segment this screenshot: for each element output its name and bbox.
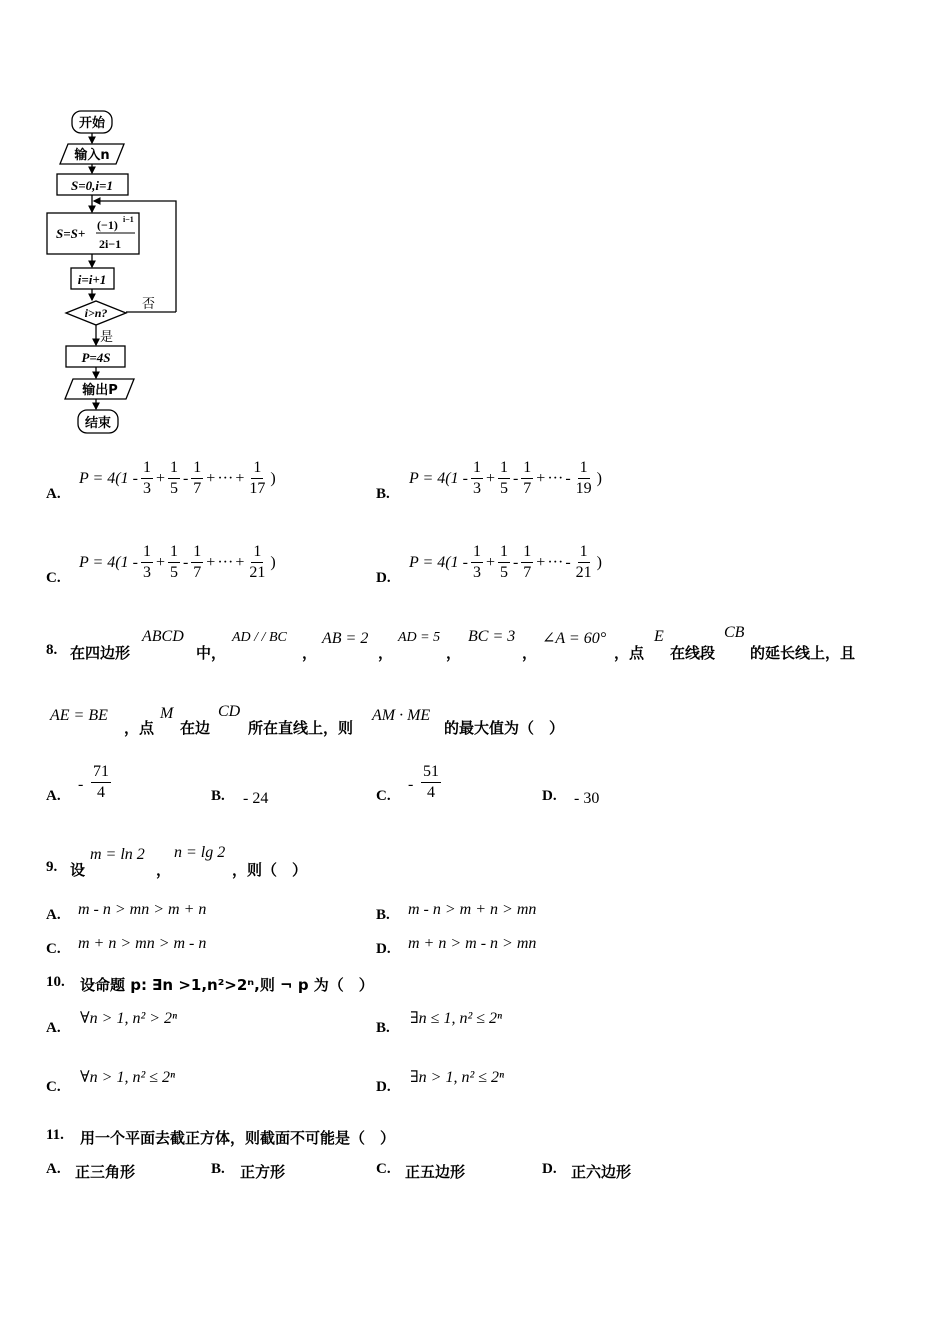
fraction-numerator: 1 xyxy=(251,458,263,479)
option-label: D. xyxy=(376,941,391,957)
q11-text: 用一个平面去截正方体，则截面不可能是（ ） xyxy=(80,1129,396,1147)
option-label: A. xyxy=(46,907,61,923)
operator: - xyxy=(565,553,571,571)
q8-math: BC = 3 xyxy=(468,628,516,645)
fraction-numerator: 1 xyxy=(471,458,483,479)
flow-update-num: (−1) xyxy=(97,218,118,232)
fraction xyxy=(167,458,181,499)
operator: - xyxy=(182,553,189,571)
option-label: C. xyxy=(376,1161,391,1177)
option-value: - 24 xyxy=(243,790,269,807)
flow-update-lhs: S=S+ xyxy=(56,226,86,241)
operator: - xyxy=(565,469,571,487)
q8-stem-line1 xyxy=(46,626,926,674)
q8-text: 的最大值为（ ） xyxy=(444,719,565,737)
option-label: A. xyxy=(46,788,61,804)
q8-math: CD xyxy=(218,703,241,720)
option-label: B. xyxy=(376,486,390,502)
option-formula xyxy=(408,458,603,499)
fraction-denominator: 7 xyxy=(523,480,532,497)
option-label: D. xyxy=(376,1079,391,1095)
option-numerator: 51 xyxy=(421,762,441,783)
q9-text: 设 xyxy=(70,861,86,879)
fraction xyxy=(573,458,595,499)
q7-option[interactable] xyxy=(376,458,676,508)
option-label: C. xyxy=(46,570,61,586)
q8-text: 的延长线上，且 xyxy=(750,644,856,662)
q8-stem-line2 xyxy=(46,703,926,743)
flow-input-text: 输入n xyxy=(74,148,110,163)
option-expression: m + n > m - n > mn xyxy=(408,935,537,952)
q9-math: n = lg 2 xyxy=(174,844,226,861)
ellipsis: ··· xyxy=(217,469,234,487)
operator: + xyxy=(485,469,495,487)
operator: - xyxy=(512,469,519,487)
q8-math: AE = BE xyxy=(50,707,108,724)
option-label: B. xyxy=(211,788,225,804)
flow-start-text: 开始 xyxy=(78,116,106,131)
option-formula xyxy=(78,542,277,583)
fraction-denominator: 5 xyxy=(169,480,178,497)
q8-text: 所在直线上，则 xyxy=(248,719,354,737)
operator: + xyxy=(485,553,495,571)
formula-prefix: P = 4(1 - xyxy=(79,553,138,571)
option-text: 正三角形 xyxy=(75,1163,136,1181)
option-expression: ∀n > 1, n² > 2ⁿ xyxy=(80,1010,178,1027)
formula-prefix: P = 4(1 - xyxy=(79,469,138,487)
fraction xyxy=(573,542,595,583)
operator: + xyxy=(155,553,165,571)
q9-sep: ， xyxy=(156,861,172,879)
q8-option[interactable] xyxy=(542,762,682,810)
fraction-denominator: 7 xyxy=(193,480,202,497)
fraction-numerator: 1 xyxy=(251,542,263,563)
operator: + xyxy=(206,553,216,571)
option-label: A. xyxy=(46,1020,61,1036)
fraction-numerator: 1 xyxy=(498,458,510,479)
q8-math: E xyxy=(654,628,664,645)
option-numerator: 71 xyxy=(91,762,111,783)
fraction xyxy=(190,458,204,499)
flow-update-exp: i−1 xyxy=(123,215,134,224)
operator: + xyxy=(235,469,245,487)
fraction-denominator: 21 xyxy=(575,564,592,581)
fraction xyxy=(470,542,484,583)
q8-math: AB = 2 xyxy=(322,630,369,647)
q8-text: 在四边形 xyxy=(70,644,131,662)
option-formula xyxy=(78,458,277,499)
q8-sep: ， xyxy=(446,644,462,662)
operator: - xyxy=(182,469,189,487)
fraction-numerator: 1 xyxy=(191,542,203,563)
option-label: C. xyxy=(46,941,61,957)
flow-end-text: 结束 xyxy=(84,416,112,431)
q11-stem xyxy=(46,1125,646,1147)
fraction-numerator: 1 xyxy=(521,542,533,563)
fraction-denominator: 7 xyxy=(193,564,202,581)
q8-text: 在线段 xyxy=(670,644,716,662)
q8-sep: ， xyxy=(522,644,538,662)
option-denominator: 4 xyxy=(97,784,105,801)
q9-stem xyxy=(46,844,646,884)
q9-option[interactable] xyxy=(376,901,676,925)
ellipsis: ··· xyxy=(547,469,564,487)
fraction xyxy=(497,458,511,499)
q8-math: ∠A = 60° xyxy=(542,630,607,647)
q8-text: ，点 xyxy=(124,719,155,737)
fraction-denominator: 3 xyxy=(142,564,151,581)
question-number: 10. xyxy=(46,974,65,990)
operator: + xyxy=(235,553,245,571)
q8-math: AD = 5 xyxy=(398,630,441,645)
fraction-denominator: 17 xyxy=(249,480,266,497)
fraction xyxy=(246,542,268,583)
fraction-numerator: 1 xyxy=(168,542,180,563)
q8-math: AD / / BC xyxy=(232,630,287,645)
fraction-numerator: 1 xyxy=(141,458,153,479)
fraction-denominator: 3 xyxy=(142,480,151,497)
option-label: D. xyxy=(542,788,557,804)
fraction-numerator: 1 xyxy=(578,458,590,479)
option-expression: ∀n > 1, n² ≤ 2ⁿ xyxy=(80,1069,176,1086)
q10-option[interactable] xyxy=(376,1067,676,1097)
option-label: B. xyxy=(376,1020,390,1036)
fraction xyxy=(520,458,534,499)
ellipsis: ··· xyxy=(547,553,564,571)
q10-text: 设命题 p: ∃n >1,n²>2ⁿ,则 ¬ p 为（ ） xyxy=(80,976,374,994)
option-expression: ∃n ≤ 1, n² ≤ 2ⁿ xyxy=(410,1010,503,1027)
question-number: 11. xyxy=(46,1127,64,1143)
flow-condition-text: i>n? xyxy=(84,306,108,320)
fraction-denominator: 5 xyxy=(499,564,508,581)
fraction xyxy=(470,458,484,499)
operator: + xyxy=(536,553,546,571)
option-text: 正五边形 xyxy=(405,1163,466,1181)
option-expression: m - n > mn > m + n xyxy=(78,901,207,918)
fraction-denominator: 21 xyxy=(249,564,266,581)
paren: ) xyxy=(270,469,276,487)
option-text: 正方形 xyxy=(240,1163,286,1181)
q9-option[interactable] xyxy=(46,935,346,959)
option-text: 正六边形 xyxy=(571,1163,632,1181)
fraction-denominator: 3 xyxy=(472,564,481,581)
option-denominator: 4 xyxy=(427,784,435,801)
option-label: D. xyxy=(376,570,391,586)
fraction xyxy=(140,458,154,499)
operator: - xyxy=(512,553,519,571)
option-formula xyxy=(408,542,603,583)
fraction-numerator: 1 xyxy=(191,458,203,479)
q10-option[interactable] xyxy=(46,1008,346,1038)
q8-text: 中， xyxy=(196,644,227,662)
q11-option[interactable] xyxy=(211,1159,361,1181)
option-value: - 30 xyxy=(574,790,600,807)
fraction-denominator: 19 xyxy=(575,480,592,497)
fraction xyxy=(190,542,204,583)
option-label: A. xyxy=(46,486,61,502)
option-expression: m + n > mn > m - n xyxy=(78,935,207,952)
fraction-denominator: 5 xyxy=(499,480,508,497)
q8-math: AM · ME xyxy=(372,707,431,724)
q9-option[interactable] xyxy=(46,901,346,925)
fraction-numerator: 1 xyxy=(521,458,533,479)
flow-output-text: 输出P xyxy=(82,383,118,398)
option-label: C. xyxy=(376,788,391,804)
q11-option[interactable] xyxy=(46,1159,196,1181)
formula-prefix: P = 4(1 - xyxy=(409,469,468,487)
option-label: D. xyxy=(542,1161,557,1177)
flow-increment-text: i=i+1 xyxy=(77,272,107,287)
q7-option[interactable] xyxy=(46,458,346,508)
option-expression: ∃n > 1, n² ≤ 2ⁿ xyxy=(410,1069,505,1086)
q8-option[interactable] xyxy=(46,762,186,810)
fraction xyxy=(497,542,511,583)
q8-math: M xyxy=(160,705,174,722)
operator: + xyxy=(155,469,165,487)
operator: + xyxy=(536,469,546,487)
fraction-numerator: 1 xyxy=(168,458,180,479)
fraction xyxy=(167,542,181,583)
flow-no-label: 否 xyxy=(142,297,156,312)
q8-option[interactable] xyxy=(376,762,516,810)
q8-math: ABCD xyxy=(142,628,184,645)
flow-update-den: 2i−1 xyxy=(99,237,122,251)
operator: + xyxy=(206,469,216,487)
option-sign: - xyxy=(408,776,414,793)
q9-math: m = ln 2 xyxy=(90,846,145,863)
option-label: B. xyxy=(376,907,390,923)
flow-yes-label: 是 xyxy=(100,330,114,345)
q10-option[interactable] xyxy=(376,1008,676,1038)
q8-text: 在边 xyxy=(180,719,211,737)
q11-option[interactable] xyxy=(542,1159,692,1181)
q7-option[interactable] xyxy=(46,542,346,592)
flow-init-text: S=0,i=1 xyxy=(71,178,113,193)
paren: ) xyxy=(270,553,276,571)
q8-sep: ， xyxy=(302,644,318,662)
option-label: B. xyxy=(211,1161,225,1177)
option-sign: - xyxy=(78,776,84,793)
flowchart xyxy=(0,0,260,450)
paren: ) xyxy=(596,469,602,487)
q10-option[interactable] xyxy=(46,1067,346,1097)
q9-option[interactable] xyxy=(376,935,676,959)
fraction-numerator: 1 xyxy=(471,542,483,563)
q8-text: ，点 xyxy=(614,644,645,662)
q8-option[interactable] xyxy=(211,762,351,810)
fraction xyxy=(246,458,268,499)
option-expression: m - n > m + n > mn xyxy=(408,901,537,918)
fraction xyxy=(520,542,534,583)
ellipsis: ··· xyxy=(217,553,234,571)
q9-text: ，则（ ） xyxy=(232,861,308,879)
q7-option[interactable] xyxy=(376,542,676,592)
fraction-denominator: 7 xyxy=(523,564,532,581)
fraction-numerator: 1 xyxy=(141,542,153,563)
option-label: A. xyxy=(46,1161,61,1177)
q8-sep: ， xyxy=(378,644,394,662)
question-number: 9. xyxy=(46,859,58,875)
fraction-denominator: 3 xyxy=(472,480,481,497)
fraction-denominator: 5 xyxy=(169,564,178,581)
question-number: 8. xyxy=(46,642,58,658)
formula-prefix: P = 4(1 - xyxy=(409,553,468,571)
q11-option[interactable] xyxy=(376,1159,526,1181)
flow-assign-text: P=4S xyxy=(81,350,111,365)
option-label: C. xyxy=(46,1079,61,1095)
fraction-numerator: 1 xyxy=(498,542,510,563)
fraction-numerator: 1 xyxy=(578,542,590,563)
fraction xyxy=(140,542,154,583)
paren: ) xyxy=(596,553,602,571)
q10-stem xyxy=(46,972,646,994)
q8-math: CB xyxy=(724,624,745,641)
